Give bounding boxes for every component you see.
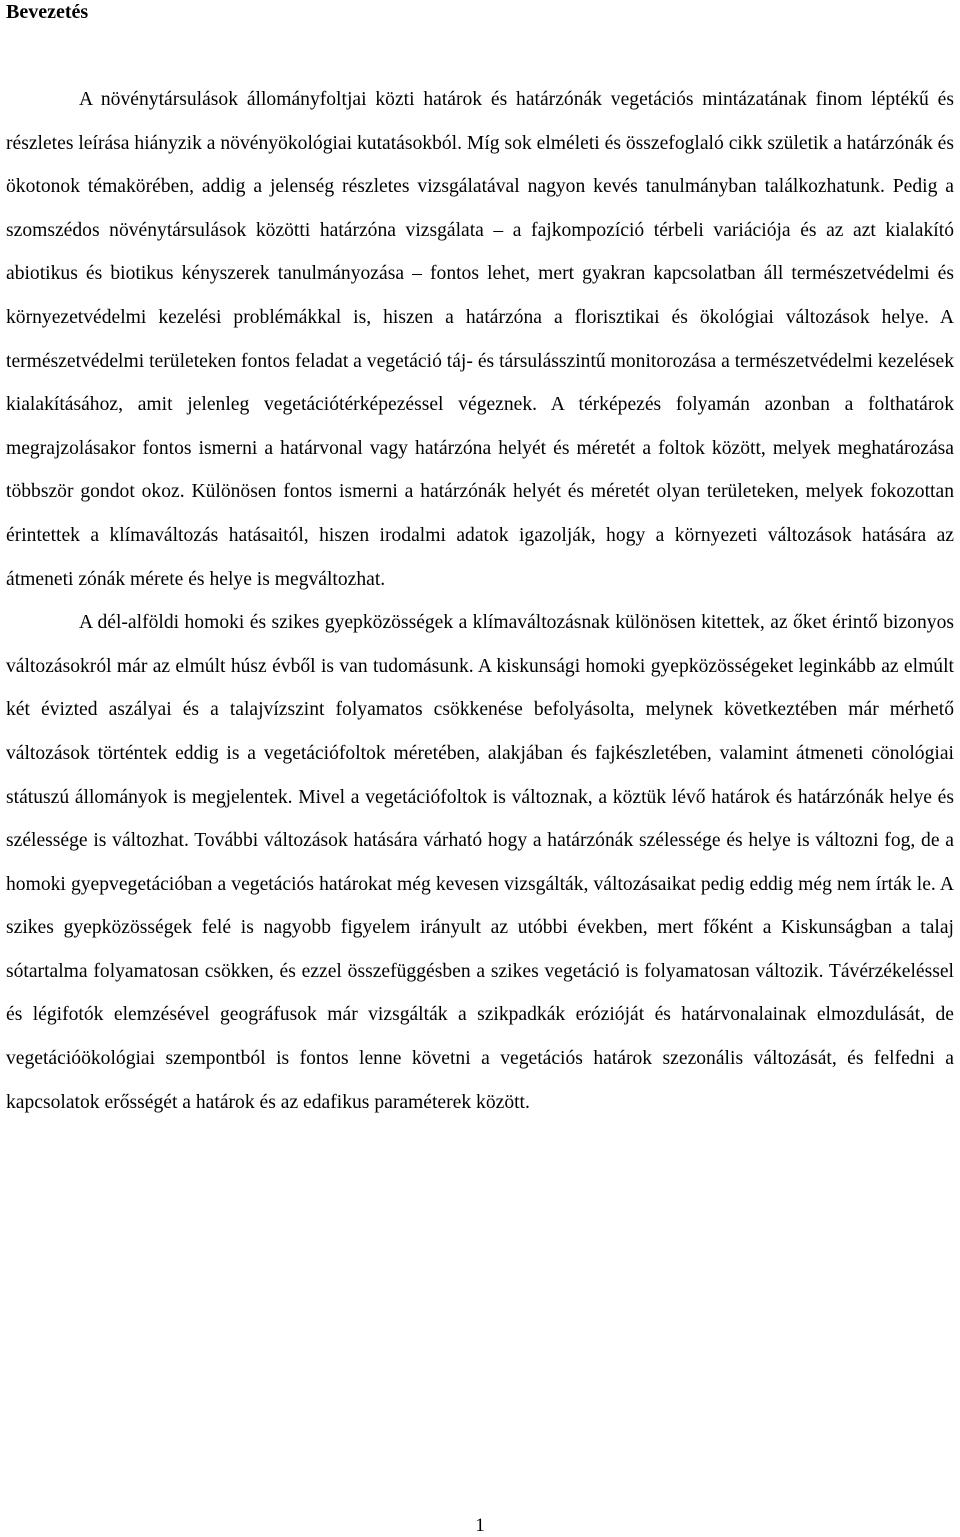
paragraph: A növénytársulások állományfoltjai közti határok és határzónák vegetációs mintázatának finom léptékű és részletes leírása hiányzik a növényökológiai kutatásokból. Míg sok elméleti és összefoglaló cikk születik a határzónák és ökotonok témakörében, addig a jelenség részletes vizsgálatával nagyon kevés tanulmányban találkozhatunk. Pedig a szomszédos növénytársulások közötti határzóna vizsgálata – a fajkompozíció térbeli variációja és az azt kialakító abiotikus és biotikus kényszerek tanulmányozása – fontos lehet, mert gyakran kapcsolatban áll természetvédelmi és környezetvédelmi kezelési problémákkal is, hiszen a határzóna a florisztikai és ökológiai változások helye. A természetvédelmi területeken fontos feladat a vegetáció táj- és társulásszintű monitorozása a természetvédelmi kezelések kialakításához, amit jelenleg vegetációtérképezéssel végeznek. A térképezés folyamán azonban a folthatárok megrajzolásakor fontos ismerni a határvonal vagy határzóna helyét és méretét a foltok között, melyek meghatározása többször gondot okoz. Különösen fontos ismerni a határzónák helyét és méretét olyan területeken, melyek fokozottan érintettek a klímaváltozás hatásaitól, hiszen irodalmi adatok igazolják, hogy a környezeti változások hatására az átmeneti zónák mérete és helye is megváltozhat. [6,89,954,590]
page-number: 1 [475,1515,485,1536]
body-text [6,78,954,1124]
paragraph: A dél-alföldi homoki és szikes gyepközösségek a klímaváltozásnak különösen kitettek, az őket érintő bizonyos változásokról már az elmúlt húsz évből is van tudomásunk. A kiskunsági homoki gyepközösségeket leginkább az elmúlt két évizted aszályai és a talajvízszint folyamatos csökkenése befolyásolta, melynek következtében már mérhető változások történtek eddig is a vegetációfoltok méretében, alakjában és fajkészletében, valamint átmeneti cönológiai státuszú állományok is megjelentek. Mivel a vegetációfoltok is változnak, a köztük lévő határok és határzónák helye és szélessége is változhat. További változások hatására várható hogy a határzónák szélessége és helye is változni fog, de a homoki gyepvegetációban a vegetációs határokat még kevesen vizsgálták, változásaikat pedig eddig még nem írták le. A szikes gyepközösségek felé is nagyobb figyelem irányult az utóbbi években, mert főként a Kiskunságban a talaj sótartalma folyamatosan csökken, és ezzel összefüggésben a szikes vegetáció is folyamatosan változik. Távérzékeléssel és légifotók elemzésével geográfusok már vizsgálták a szikpadkák erózióját és határvonalainak elmozdulását, de vegetációökológiai szempontból is fontos lenne követni a vegetációs határok szezonális változását, és felfedni a kapcsolatok erősségét a határok és az edafikus paraméterek között. [6,612,954,1113]
section-heading: Bevezetés [6,1,89,23]
